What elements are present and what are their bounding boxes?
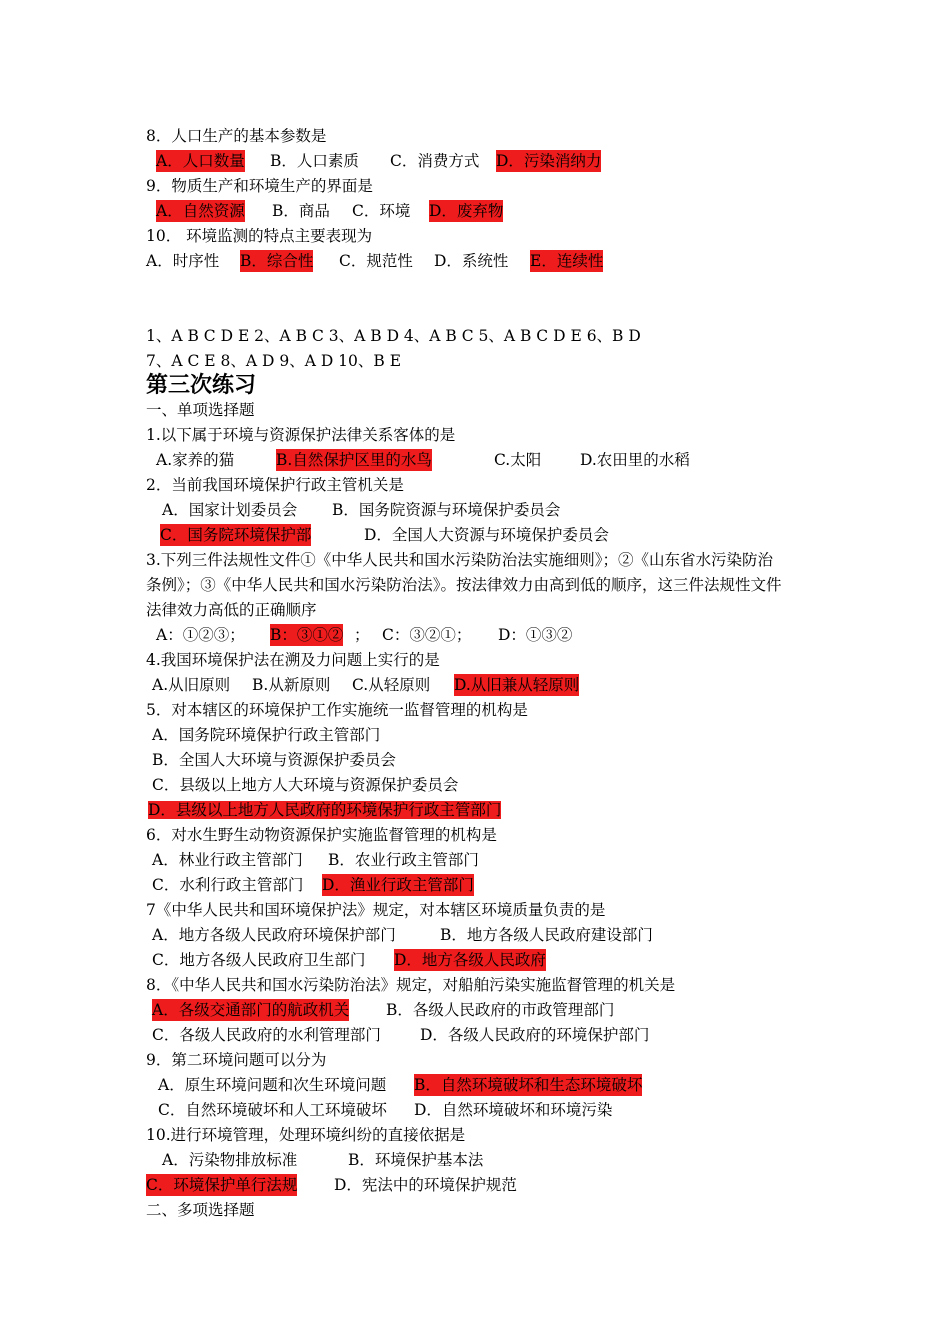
q4-option-c: C.从轻原则 [352,676,431,694]
q1-option-b-correct: B.自然保护区里的水鸟 [276,451,432,469]
q6-option-d-correct: D．渔业行政主管部门 [322,876,474,894]
q9-option-c: C．自然环境破坏和人工环境破坏 [158,1101,387,1119]
q7-option-a: A．地方各级人民政府环境保护部门 [152,926,396,944]
q4-stem: 4.我国环境保护法在溯及力问题上实行的是 [146,651,440,669]
part-2-title: 二、多项选择题 [146,1201,255,1219]
q2-stem: 2．当前我国环境保护行政主管机关是 [146,476,404,494]
q3-stem-line-1: 3.下列三件法规性文件①《中华人民共和国水污染防治法实施细则》；②《山东省水污染防治 [146,551,774,569]
q4-option-d-correct: D.从旧兼从轻原则 [454,676,580,694]
q3-stem-line-3: 法律效力高低的正确顺序 [146,601,317,619]
q6-stem: 6．对水生野生动物资源保护实施监督管理的机构是 [146,826,497,844]
q10-option-c: C．规范性 [339,252,413,270]
q10-option-d: D．宪法中的环境保护规范 [334,1176,517,1194]
answer-key-line-1: 1、A B C D E 2、A B C 3、A B D 4、A B C 5、A B C D E 6、B D [146,327,641,345]
q5-option-b: B．全国人大环境与资源保护委员会 [152,751,396,769]
q6-option-c: C．水利行政主管部门 [152,876,304,894]
q4-option-b: B.从新原则 [252,676,331,694]
q3-option-b-separator: ； [354,626,370,644]
q2-option-d: D．全国人大资源与环境保护委员会 [364,526,609,544]
q8-option-b: B．人口素质 [270,152,359,170]
q10-option-a: A．时序性 [146,252,220,270]
q10-option-d: D．系统性 [434,252,509,270]
part-1-title: 一、单项选择题 [146,401,255,419]
q8-option-c: C．消费方式 [390,152,480,170]
q10-option-b: B．环境保护基本法 [348,1151,484,1169]
q9-option-b: B．商品 [272,202,330,220]
q5-option-d-correct: D．县级以上地方人民政府的环境保护行政主管部门 [148,801,502,819]
q3-stem-line-2: 条例》；③《中华人民共和国水污染防治法》。按法律效力由高到低的顺序，这三件法规性文件 [146,576,782,594]
q9-option-d-correct: D．废弃物 [429,202,504,220]
question-8-stem: 8．人口生产的基本参数是 [146,127,327,145]
q8-option-d: D．各级人民政府的环境保护部门 [420,1026,650,1044]
q7-option-b: B．地方各级人民政府建设部门 [440,926,653,944]
q10-stem: 10.进行环境管理，处理环境纠纷的直接依据是 [146,1126,466,1144]
q3-option-b-correct: B：③①② [270,626,344,644]
answer-key-line-2: 7、A C E 8、A D 9、A D 10、B E [146,352,402,370]
q7-stem: 7《中华人民共和国环境保护法》规定，对本辖区环境质量负责的是 [146,901,606,919]
q5-option-a: A．国务院环境保护行政主管部门 [152,726,381,744]
q6-option-b: B．农业行政主管部门 [328,851,479,869]
q1-option-c: C.太阳 [494,451,542,469]
q8-stem: 8．《中华人民共和国水污染防治法》规定，对船舶污染实施监督管理的机关是 [146,976,676,994]
q9-option-d: D．自然环境破坏和环境污染 [414,1101,613,1119]
q10-option-b-correct: B．综合性 [240,252,314,270]
q2-option-c-correct: C．国务院环境保护部 [160,526,312,544]
q5-option-c: C．县级以上地方人大环境与资源保护委员会 [152,776,459,794]
q10-option-c-correct: C．环境保护单行法规 [146,1176,298,1194]
q1-option-d: D.农田里的水稻 [580,451,690,469]
q8-option-c: C．各级人民政府的水利管理部门 [152,1026,381,1044]
q9-stem: 9．第二环境问题可以分为 [146,1051,327,1069]
q8-option-a-correct: A．各级交通部门的航政机关 [152,1001,350,1019]
q9-option-a-correct: A．自然资源 [156,202,245,220]
q8-option-d-correct: D．污染消纳力 [496,152,602,170]
q8-option-b: B．各级人民政府的市政管理部门 [386,1001,615,1019]
q5-option-d-row [148,799,501,821]
q6-option-a: A．林业行政主管部门 [152,851,303,869]
q2-option-b: B．国务院资源与环境保护委员会 [332,501,561,519]
q10-option-e-correct: E．连续性 [530,252,604,270]
q9-option-c: C．环境 [352,202,411,220]
q7-option-d-correct: D．地方各级人民政府 [394,951,546,969]
q9-option-b-correct: B．自然环境破坏和生态环境破坏 [414,1076,643,1094]
q9-option-a: A．原生环境问题和次生环境问题 [158,1076,387,1094]
question-10-stem: 10． 环境监测的特点主要表现为 [146,227,373,245]
q2-option-a: A．国家计划委员会 [162,501,298,519]
q3-option-d: D：①③② [498,626,573,644]
q1-stem: 1.以下属于环境与资源保护法律关系客体的是 [146,426,456,444]
question-9-stem: 9．物质生产和环境生产的界面是 [146,177,373,195]
section-title: 第三次练习 [146,373,257,398]
q10-option-a: A．污染物排放标准 [162,1151,298,1169]
q3-option-a: A：①②③； [156,626,245,644]
q3-option-c: C：③②①； [382,626,472,644]
q5-stem: 5．对本辖区的环境保护工作实施统一监督管理的机构是 [146,701,528,719]
q8-option-a-correct: A．人口数量 [156,152,245,170]
q1-option-a: A.家养的猫 [156,451,235,469]
q7-option-c: C．地方各级人民政府卫生部门 [152,951,366,969]
q4-option-a: A.从旧原则 [152,676,231,694]
